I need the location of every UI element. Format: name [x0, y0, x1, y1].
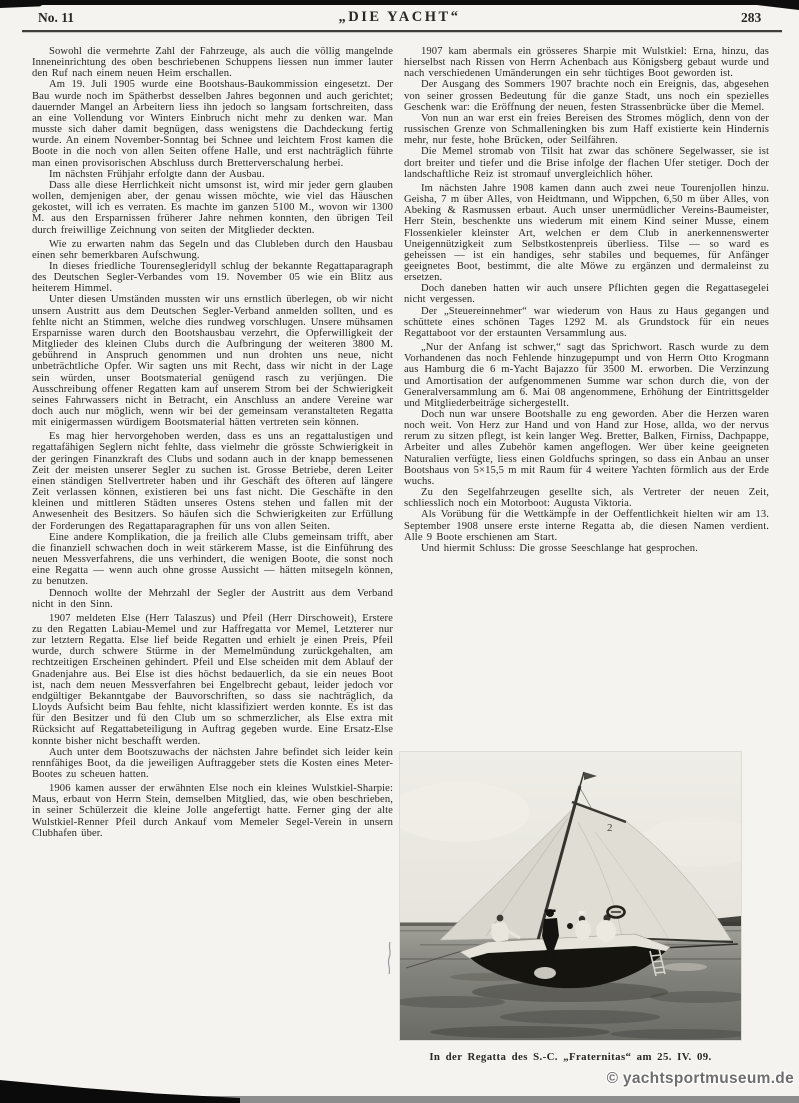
page-number: 283 — [741, 10, 762, 25]
crew-cap-white-1 — [578, 911, 585, 915]
paragraph: Sowohl die vermehrte Zahl der Fahrzeuge, als auch die völlig mangelnde Inneneinrichtung des oben beschriebenen Schuppens liessen nun immer lauter den Ruf nach einem neuen Heim erschallen. — [32, 46, 393, 80]
paragraph: Und hiermit Schluss: Die grosse Seeschlange hat gesprochen. — [421, 542, 698, 554]
issue-number: No. 11 — [38, 10, 75, 25]
paragraph: Im nächsten Frühjahr erfolgte dann der Ausbau. — [49, 168, 265, 180]
crew-head-3 — [567, 923, 573, 929]
paragraph: Auch unter dem Bootszuwachs der nächsten Jahre befindet sich leider kein rennfähiges Boot, da die jeweiligen Auftraggeber stets die Kosten eines Meter-Bootes zu scheuen hatten. — [32, 746, 393, 780]
scan-artifact-bottom-wedge — [0, 1078, 240, 1103]
paragraph: Doch nun war unsere Bootshalle zu eng geworden. Aber die Herzen waren noch weit. Von Herz zur Hand und von Hand zur Hose, allda, wo der nervus rerum zu sitzen pflegt, ist kein langer Weg. Bretter, Balken, Firniss, Dachpappe, Arbeiter und alles Zubehör kamen angeflogen. Wer über keine geeigneten Naturalien verfügte, liess einen Goldfuchs springen, so dass ein Anbau an unser Bootshaus von 5×15,5 m mit Raum für 4 weitere Yachten förmlich aus der Erde wuchs. — [404, 409, 769, 487]
paragraph: Zu den Segelfahrzeugen gesellte sich, als Vertreter der neuen Zeit, schliesslich noch ein Motorboot: Augusta Viktoria. — [404, 487, 769, 510]
right-column — [404, 46, 769, 554]
paragraph: Unter diesen Umständen mussten wir uns ernstlich überlegen, ob wir nicht unsern Austritt aus dem Deutschen Segler-Verband anmelden sollten, und es fehlte nicht an Stimmen, welche dies rundweg vorschlugen. Unsere mühsamen Ersparnisse waren durch den Bootshausbau verzehrt, die Opferwilligkeit der Mitglieder des kleinen Clubs durch die Aufbringung der weiteren 3800 M. gebührend in Anspruch genommen und nun drohten uns neue, nicht unbeträchtliche Opfer. Wir sagten uns mit Recht, dass wir nicht in der Lage sein würden, unser Bootsmaterial genügend rasch zu verjüngen. Die Ausschreibung offener Regatten kam auf unserem Strom bei der Schwierigkeit seines Fahrwassers nicht in Betracht, ein Anschluss an andere Vereine war doch auch nur möglich, wenn wir bei der gemeinsam veranstalteten Regatta mit einigermassen würdigem Bootsmaterial hätten vertreten sein können. — [32, 294, 393, 429]
crew-leg-1 — [546, 950, 547, 961]
hull-splash — [534, 967, 556, 979]
crew-body-white-3 — [596, 920, 616, 942]
header-rule — [22, 30, 782, 32]
paragraph: Der Ausgang des Sommers 1907 brachte noch ein Ereignis, das, abgesehen von seiner grossen Bedeutung für die ganze Stadt, uns noch ein spezielles Geschenk war: die Eröffnung der neuen, festen Strassenbrücke über die Memel. — [404, 79, 769, 113]
paragraph: Wie zu erwarten nahm das Segeln und das Clubleben durch den Hausbau einen sehr bemerkbaren Aufschwung. — [32, 238, 393, 261]
paragraph: Von nun an war erst ein freies Bereisen des Stromes möglich, denn von der russischen Grenze von Schmalleningken bis zum Haff existierte kein Hindernis mehr, nur feste, hohe Brücken, oder Seilfähren. — [404, 112, 769, 147]
margin-pencil-mark — [385, 940, 395, 976]
left-column — [32, 46, 393, 839]
sail-number: 2 — [607, 822, 613, 834]
watermark: © yachtsportmuseum.de — [606, 1070, 794, 1087]
paragraph: 1906 kamen ausser der erwähnten Else noch ein kleines Wulstkiel-Sharpie: Maus, erbaut von Herrn Stein, demselben Mitglied, das, wie oben beschrieben, in seiner Schülerzeit die kleine Jolle angefertigt hatte. Ferner ging der alte Wulstkiel-Renner Pfeil durch Ankauf vom Memeler Segel-Verein in unsern Clubhafen über. — [32, 783, 393, 839]
paragraph: Es mag hier hervorgehoben werden, dass es uns an regattalustigen und regattafähigen Seglern nicht fehlte, dass vielmehr die grösste Schwierigkeit in der geringen Finanzkraft des Clubs und sodann auch in der knapp bemessenen Zeit der meisten unserer Segler zu suchen ist. Grosse Betriebe, deren Leiter einen ständigen Stellvertreter haben und ihr Geschäft des öfteren auf längere Zeit verlassen können, existieren bei uns fast nicht. Die Geschäfte in den kleinen und mittleren Städten unseres Ostens stehen und fallen mit der Anwesenheit des Besitzers. So häufen sich die Schwierigkeiten zur Erfüllung der Forderungen des Regattaparagraphen für uns von allen Seiten. — [32, 431, 393, 532]
paragraph: In dieses friedliche Tourensegleridyll schlug der bekannte Regattaparagraph des Deutschen Segler-Verbandes vom 19. November 05 wie ein Blitz aus heiterem Himmel. — [32, 260, 393, 295]
paragraph: Als Vorübung für die Wettkämpfe in der Oeffentlichkeit hielten wir am 13. September 1908 unsere erste interne Regatta ab, die diesen Namen verdient. Alle 9 Boote erschienen am Start. — [404, 509, 769, 543]
crew-body-white-1 — [491, 922, 509, 942]
paragraph: 1907 meldeten Else (Herr Talaszus) und Pfeil (Herr Dirschoweit), Erstere zu den Regatten Labiau-Memel und zur Haffregatta vor Memel, Letzterer nur zur letztern Regatta. Else lief beide Regatten und erhielt je einen Preis, Pfeil wurde, durch schwere Stürme in der Memelmündung zurückgehalten, am rechtzeitigen Erscheinen gehindert. Pfeil und Else scheiden mit dem Ablauf der Gnadenjahre aus. Bei Else ist dies höchst bedauerlich, da sie ein neues Boot ist, nach dem neuen Messverfahren bei Engelbrecht gebaut, leider jedoch vor endgültiger Bekanntgabe der Bauvorschriften, so dass sie nachträglich, da Lloyds Aufsicht beim Bau fehlte, nicht klassifiziert werden konnte. Es ist das für den Besitzer und fü den Club um so schmerzlicher, als Else extra mit Rücksicht auf Regattabeteiligung in Auftrag gegeben wurde. Eine Ersatz-Else konnte bisher nicht beschafft werden. — [32, 612, 393, 747]
paragraph: Im nächsten Jahre 1908 kamen dann auch zwei neue Tourenjollen hinzu. Geisha, 7 m über Alles, von Heidtmann, und Wippchen, 6,50 m über Alles, von Abeking & Rasmussen erbaut. Auch unser unermüdlicher Vereins-Baumeister, Herr Stein, beschenkte uns wiederum mit einem Kind seiner Musse, einem Flossenkieler kleinster Art, welchen er dem Club in anerkennenswerter Uneigennützigkeit zum Selbstkostenpreis überliess. Tilse — so ward es geheissen — ist ein handiges, sehr stabiles und bequemes, für Anfänger geeignetes Boot, bestimmt, die alte Möwe zu ergänzen und dermaleinst zu ersetzen. — [404, 182, 769, 284]
crew-head-1 — [497, 915, 504, 922]
paragraph: 1907 kam abermals ein grösseres Sharpie mit Wulstkiel: Erna, hinzu, das hierselbst nach Rissen von Herrn Achenbach aus Königsberg gebaut wurde und nach verschiedenen Umänderungen ein sehr tüchtiges Boot geworden ist. — [404, 46, 769, 80]
paragraph: Dennoch wollte der Mehrzahl der Segler der Austritt aus dem Verband nicht in den Sinn. — [32, 587, 393, 610]
scan-artifact-top-bar — [0, 0, 799, 5]
paragraph: Der „Steuereinnehmer“ war wiederum von Haus zu Haus gegangen und schüttete eines schönen Tages 1292 M. als Grundstock für ein neues Regattaboot vor der erstaunten Versammlung aus. — [404, 305, 769, 339]
paragraph: Die Memel stromab von Tilsit hat zwar das schönere Segelwasser, sie ist dort breiter und tiefer und die Brise infolge der flachen Ufer stetiger. Doch der landschaftliche Reiz ist stromauf unvergleichlich höher. — [404, 146, 769, 180]
photo-caption: In der Regatta des S.-C. „Fraternitas“ am 25. IV. 09. — [429, 1051, 712, 1063]
paragraph: Dass alle diese Herrlichkeit nicht umsonst ist, wird mir jeder gern glauben wollen, demjenigen aber, der genau wissen möchte, wie viel das Häuschen gekostet, will ich es verraten. Es machte im ganzen 5100 M., wovon wir 1300 M. aus den Ersparnissen früherer Jahre nehmen konnten, den übrigen Teil durch freiwillige Zeichnung von seiten der Mitglieder deckten. — [32, 179, 393, 236]
paragraph: Am 19. Juli 1905 wurde eine Bootshaus-Baukommission eingesetzt. Der Bau wurde noch im Spätherbst desselben Jahres begonnen und auch gerichtet; dauernder Mangel an Arbeitern liess ihn jedoch so langsam fortschreiten, dass an eine Vollendung vor Winters Einbruch nicht mehr zu denken war. Man musste sich daher damit begnügen, dass wenigstens die Dachdeckung fertig wurde. An einem November-Sonntag bei Schnee und leichtem Frost kamen die Boote in die noch von allen Seiten offene Halle, und erst nachträglich führte man einen provisorischen Abschluss durch Bretterverschalung herbei. — [32, 79, 393, 169]
sailboat-photo-drawing — [400, 752, 741, 1040]
crew-body-white-2 — [575, 920, 591, 940]
paragraph: „Nur der Anfang ist schwer,“ sagt das Sprichwort. Rasch wurde zu dem Vorhandenen das noch Fehlende hinzugepumpt und von Herrn Otto Krogmann aus Hamburg die 6 m-Yacht Bajazzo für 3500 M. erworben. Die Verzinzung und Amortisation der aufgenommenen Summe war schon durch die, von der Generalversammlung am 6. Mai 08 angenommene, Erhöhung der Eintrittsgelder und Mitgliederbeiträge sichergestellt. — [404, 342, 769, 409]
paragraph: Doch daneben hatten wir auch unsere Pflichten gegen die Regattasegelei nicht vergessen. — [404, 283, 769, 306]
scan-artifact-top-left — [0, 0, 50, 8]
sailboat-photo — [400, 752, 741, 1040]
page-title: „DIE YACHT“ — [338, 9, 461, 25]
paragraph: Eine andere Komplikation, die ja freilich alle Clubs gemeinsam trifft, aber die finanziell schwachen doch in weit stärkerem Masse, ist die Einführung des neuen Messverfahrens, die uns verhindert, die wenigen Boote, die sonst noch eine Regatta — wenn auch ohne grosse Aussicht — hätten mitsegeln können, zu benutzen. — [32, 531, 393, 588]
crew-cap — [545, 910, 556, 913]
